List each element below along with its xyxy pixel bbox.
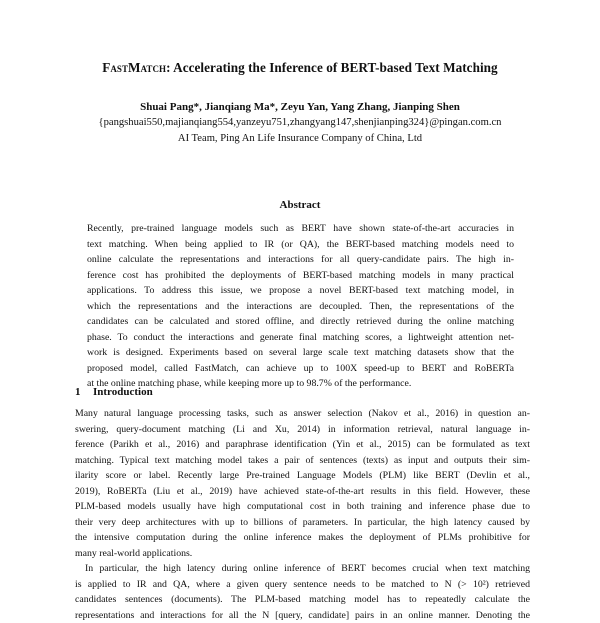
abstract-line: text matching. When being applied to IR (or QA), the BERT-based matching models need to: [87, 237, 514, 253]
abstract-line: online calculate the representations and interactions for all query-candidate pairs. The high in-: [87, 252, 514, 268]
abstract-line: ference cost has prohibited the deployments of BERT-based matching models in many practical: [87, 268, 514, 284]
intro-line: Many natural language processing tasks, such as answer selection (Nakov et al., 2016) in question an-: [75, 406, 530, 422]
abstract-line: work is designed. Experiments based on several large scale text matching datasets show that the: [87, 345, 514, 361]
section-heading: [75, 386, 153, 398]
title-rest: : Accelerating the Inference of BERT-based Text Matching: [166, 60, 498, 75]
author-emails: {pangshuai550,majianqiang554,yanzeyu751,zhangyang147,shenjianping324}@pingan.com.cn: [0, 117, 600, 128]
abstract-line: at the online matching phase, while keeping more up to 98.7% of the performance.: [87, 376, 514, 392]
intro-line: ference (Parikh et al., 2016) and paraphrase identification (Yin et al., 2015) can be formulated as text: [75, 437, 530, 453]
affiliation: AI Team, Ping An Life Insurance Company of China, Ltd: [0, 133, 600, 144]
model-name: FastMatch: [102, 60, 166, 75]
introduction-body: [75, 406, 530, 623]
abstract-line: Recently, pre-trained language models such as BERT have shown state-of-the-art accuracies in: [87, 221, 514, 237]
paper-title: [0, 60, 600, 76]
intro-line: PLM-based models usually have high computational cost in both training and inference phase due to: [75, 499, 530, 515]
intro-line: In particular, the high latency during online inference of BERT becomes crucial when text matching: [75, 561, 530, 577]
intro-line: candidates sentences (documents). The PLM-based matching model has to repeatedly calculate the: [75, 592, 530, 608]
abstract-body: [87, 221, 514, 392]
abstract-line: proposed model, called FastMatch, can achieve up to 100X speed-up to BERT and RoBERTa: [87, 361, 514, 377]
abstract-line: phase. To conduct the interactions and generate final matching scores, a lightweight attention net-: [87, 330, 514, 346]
intro-line: the intensive computation during the online inference makes the deployment of PLMs prohibitive for: [75, 530, 530, 546]
intro-line: matching. Typical text matching model takes a pair of sentences (texts) as input and outputs their sim-: [75, 453, 530, 469]
abstract-heading: Abstract: [0, 199, 600, 211]
section-title: Introduction: [93, 386, 153, 398]
section-number: 1: [75, 386, 93, 398]
intro-line: representations and interactions for all the N [query, candidate] pairs in an online manner. Denoting the: [75, 608, 530, 623]
intro-line: ilarity score or label. Recently large Pre-trained Language Models (PLM) like BERT (Devlin et al.,: [75, 468, 530, 484]
abstract-line: candidates can be calculated and stored offline, and directly retrieved during the online matching: [87, 314, 514, 330]
intro-line: many real-world applications.: [75, 546, 530, 562]
abstract-line: applications. To address this issue, we propose a novel BERT-based text matching model, in: [87, 283, 514, 299]
intro-line: is applied to IR and QA, where a given query sentence needs to be matched to N (> 10²) retrieved: [75, 577, 530, 593]
abstract-line: which the representations and the interactions are decoupled. Then, the representations of the: [87, 299, 514, 315]
intro-line: 2019), RoBERTa (Liu et al., 2019) have achieved state-of-the-art results in this field. However, these: [75, 484, 530, 500]
author-list: Shuai Pang*, Jianqiang Ma*, Zeyu Yan, Yang Zhang, Jianping Shen: [0, 101, 600, 113]
intro-line: swering, query-document matching (Li and Xu, 2014) in information retrieval, natural language in-: [75, 422, 530, 438]
intro-line: their very deep architectures with up to billions of parameters. In particular, the high latency caused by: [75, 515, 530, 531]
